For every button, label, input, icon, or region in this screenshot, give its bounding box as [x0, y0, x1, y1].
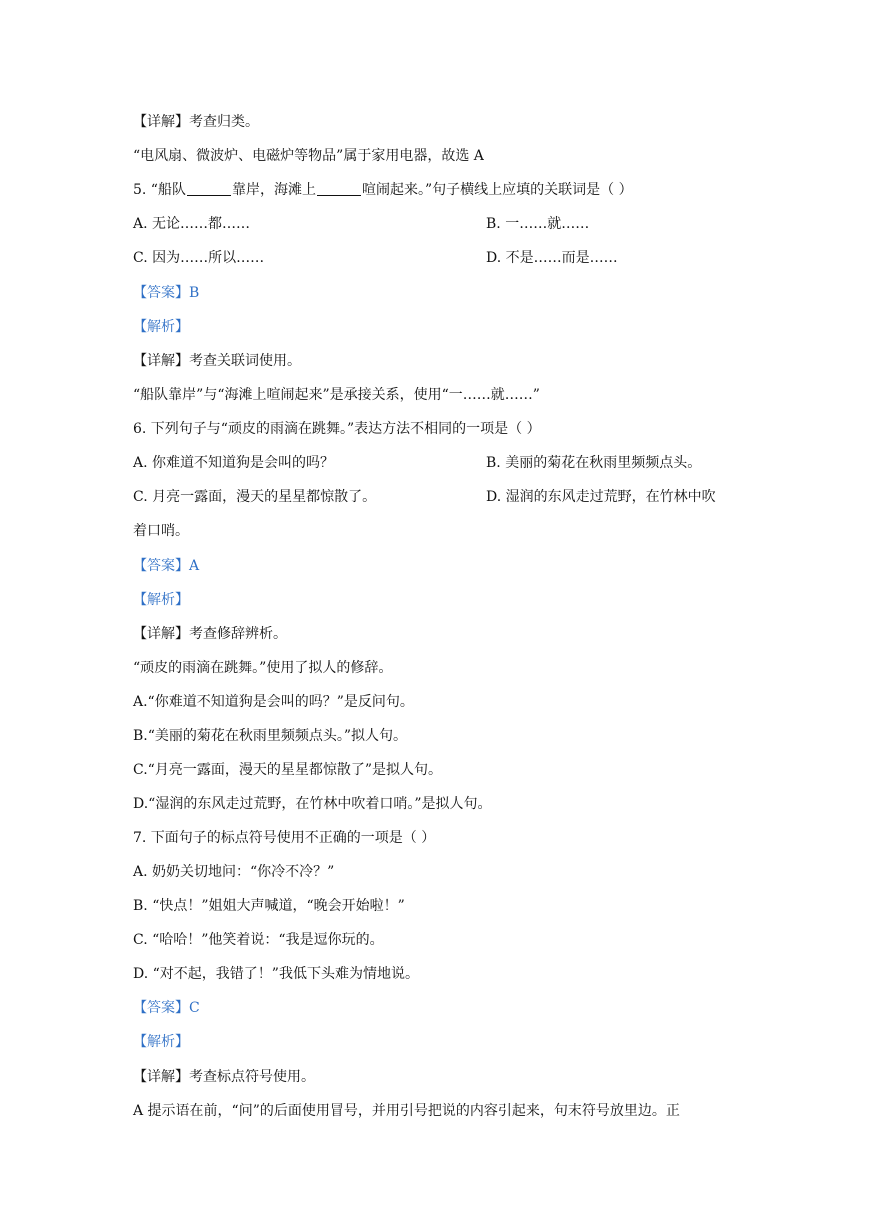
q6-explain-a: A.“你难道不知道狗是会叫的吗？”是反问句。: [133, 694, 414, 710]
q4-detail: 【详解】考查归类。: [133, 114, 259, 130]
q7-detail: 【详解】考查标点符号使用。: [133, 1069, 315, 1085]
q6-answer: 【答案】A: [133, 558, 200, 574]
q6-detail: 【详解】考查修辞辨析。: [133, 626, 287, 642]
q6-option-d-continued: 着口哨。: [133, 523, 189, 539]
q7-option-c: C. “哈哈！”他笑着说：“我是逗你玩的。: [133, 932, 384, 948]
q5-question-suffix: 喧闹起来。”句子横线上应填的关联词是（ ）: [361, 182, 633, 198]
q5-blank-2: [317, 181, 361, 196]
q7-analysis-label: 【解析】: [133, 1034, 189, 1050]
q5-explanation: “船队靠岸”与“海滩上喧闹起来”是承接关系，使用“一……就……”: [133, 387, 540, 403]
q6-explain-d: D.“湿润的东风走过荒野，在竹林中吹着口哨。”是拟人句。: [133, 796, 492, 812]
q6-explain-b: B.“美丽的菊花在秋雨里频频点头。”拟人句。: [133, 728, 408, 744]
q5-option-d: D. 不是……而是……: [486, 250, 618, 266]
q6-option-a: A. 你难道不知道狗是会叫的吗？: [133, 455, 335, 471]
q7-option-a: A. 奶奶关切地问：“你冷不冷？”: [133, 864, 335, 880]
q7-explanation: A 提示语在前，“问”的后面使用冒号，并用引号把说的内容引起来，句末符号放里边。正: [133, 1103, 680, 1119]
q5-option-c: C. 因为……所以……: [133, 250, 265, 266]
q7-option-b: B. “快点！”姐姐大声喊道，“晚会开始啦！”: [133, 898, 405, 914]
q6-question: 6. 下列句子与“顽皮的雨滴在跳舞。”表达方法不相同的一项是（ ）: [133, 421, 541, 437]
q4-explanation: “电风扇、微波炉、电磁炉等物品”属于家用电器，故选 A: [133, 148, 484, 164]
q5-option-a: A. 无论……都……: [133, 216, 251, 232]
q5-answer: 【答案】B: [133, 285, 200, 301]
q5-detail: 【详解】考查关联词使用。: [133, 353, 301, 369]
q5-question-prefix: 5. “船队: [133, 182, 186, 198]
q7-answer: 【答案】C: [133, 1000, 200, 1016]
q5-question: [133, 180, 633, 200]
q6-option-b: B. 美丽的菊花在秋雨里频频点头。: [486, 455, 702, 471]
q6-explanation: “顽皮的雨滴在跳舞。”使用了拟人的修辞。: [133, 660, 393, 676]
q5-blank-1: [187, 181, 231, 196]
q6-option-d: D. 湿润的东风走过荒野，在竹林中吹: [486, 489, 716, 505]
q7-question: 7. 下面句子的标点符号使用不正确的一项是（ ）: [133, 830, 436, 846]
q7-option-d: D. “对不起，我错了！”我低下头难为情地说。: [133, 966, 419, 982]
q5-question-middle: 靠岸，海滩上: [231, 182, 316, 198]
q6-option-c: C. 月亮一露面，漫天的星星都惊散了。: [133, 489, 377, 505]
q5-option-b: B. 一……就……: [486, 216, 590, 232]
q5-analysis-label: 【解析】: [133, 319, 189, 335]
q6-explain-c: C.“月亮一露面，漫天的星星都惊散了”是拟人句。: [133, 762, 442, 778]
q6-analysis-label: 【解析】: [133, 592, 189, 608]
